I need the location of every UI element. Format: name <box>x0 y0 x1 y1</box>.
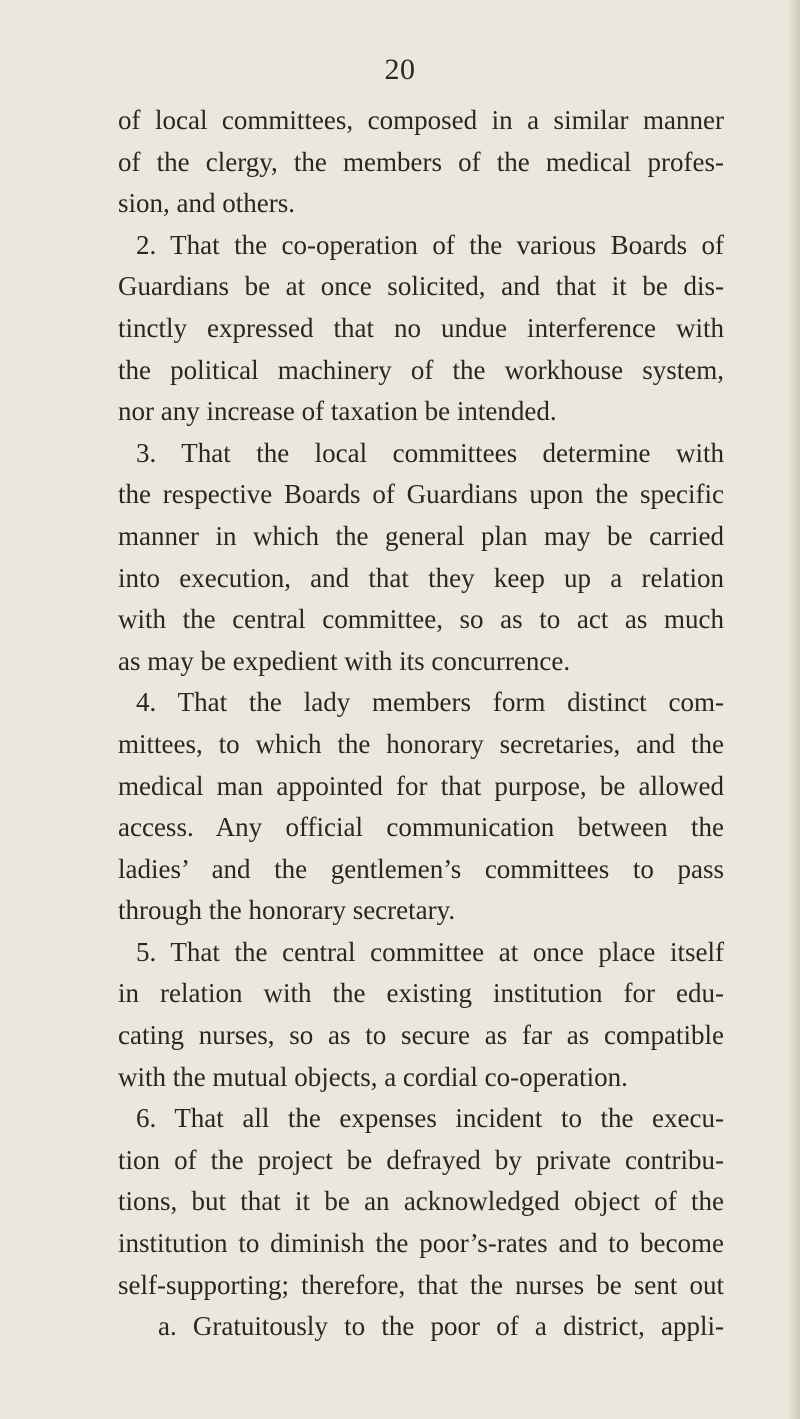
body-text <box>118 100 724 1348</box>
text-line: ladies’ and the gentlemen’s committees to pass <box>118 853 724 884</box>
text-line: tions, but that it be an acknowledged object of the <box>118 1186 724 1217</box>
text-line: as may be expedient with its concurrence. <box>118 645 571 676</box>
text-line: through the honorary secretary. <box>118 895 456 926</box>
text-line: access. Any official communication between the <box>118 812 724 843</box>
text-line: mittees, to which the honorary secretaries, and the <box>118 728 724 759</box>
text-line: with the mutual objects, a cordial co-operation. <box>118 1061 628 1092</box>
text-line: of the clergy, the members of the medical profes- <box>118 146 724 177</box>
text-line: 3. That the local committees determine with <box>136 437 724 468</box>
text-line: cating nurses, so as to secure as far as compatible <box>118 1020 724 1051</box>
text-line: tinctly expressed that no undue interference with <box>118 312 724 343</box>
text-line: 6. That all the expenses incident to the execu- <box>136 1103 724 1134</box>
text-line: institution to diminish the poor’s-rates and to become <box>118 1228 724 1259</box>
text-line: sion, and others. <box>118 188 295 219</box>
page-edge-shadow <box>788 0 800 1419</box>
text-line: a. Gratuitously to the poor of a district, appli- <box>158 1311 724 1342</box>
text-line: medical man appointed for that purpose, be allowed <box>118 770 724 801</box>
text-line: 2. That the co-operation of the various Boards of <box>136 229 724 260</box>
text-line: into execution, and that they keep up a relation <box>118 562 724 593</box>
text-line: the respective Boards of Guardians upon the specific <box>118 479 724 510</box>
text-line: 4. That the lady members form distinct com- <box>136 687 724 718</box>
text-line: tion of the project be defrayed by private contribu- <box>118 1144 724 1175</box>
text-line: manner in which the general plan may be carried <box>118 520 724 551</box>
text-line: 5. That the central committee at once place itself <box>136 936 724 967</box>
text-line: in relation with the existing institution for edu- <box>118 978 724 1009</box>
text-line: nor any increase of taxation be intended. <box>118 396 557 427</box>
text-line: Guardians be at once solicited, and that it be dis- <box>118 271 724 302</box>
page-number: 20 <box>384 53 416 86</box>
text-line: of local committees, composed in a similar manner <box>118 105 724 135</box>
text-line: the political machinery of the workhouse system, <box>118 354 724 385</box>
text-line: self-supporting; therefore, that the nurses be sent out <box>118 1269 724 1300</box>
text-line: with the central committee, so as to act as much <box>118 604 724 635</box>
